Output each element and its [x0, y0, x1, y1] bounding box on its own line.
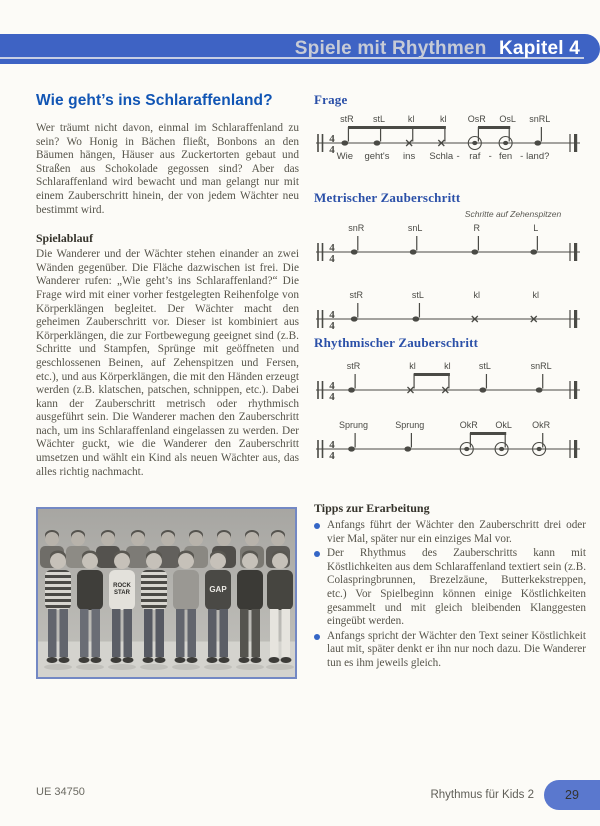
notation-area	[314, 92, 586, 461]
svg-text:L: L	[533, 223, 539, 233]
tips-item: Anfangs spricht der Wächter den Text seiner Köstlichkeit laut mit, später denkt er ihn nur noch dazu. Die Wanderer tun es ihm jeweils gleich.	[314, 630, 586, 671]
chapter-title	[295, 34, 580, 64]
svg-text:snL: snL	[407, 223, 423, 233]
svg-text:kl: kl	[473, 290, 481, 300]
svg-text:4: 4	[329, 309, 335, 321]
svg-text:OkL: OkL	[495, 420, 512, 430]
chapter-title-light: Spiele mit Rhythmen	[294, 38, 487, 59]
notation-heading: Rhythmischer Zauberschritt	[314, 335, 479, 350]
tips-list	[314, 519, 586, 671]
svg-text:stL: stL	[372, 114, 385, 124]
page-title: Wie geht’s ins Schlaraffenland?	[36, 92, 273, 109]
svg-text:OsL: OsL	[499, 114, 516, 124]
right-column	[314, 92, 586, 672]
svg-text:Wie: Wie	[336, 151, 354, 162]
svg-text:4: 4	[329, 391, 335, 402]
svg-text:R: R	[473, 223, 481, 233]
svg-text:snR: snR	[348, 223, 365, 233]
svg-text:4: 4	[329, 450, 335, 461]
rhythm-staff	[314, 108, 582, 166]
spielablauf-paragraph: Die Wanderer und der Wächter stehen einander an zwei Wänden gegenüber. Die Fläche dazwischen ist frei. Die Wanderer rufen: „Wie geht’s ins Schlaraffenland?“ Die Frage wird mit einer vorher festgelegten Reihenfolge von Körperklängen begleitet. Der Wächter macht den geheimen Zauberschritt vor. Dieser ist kombiniert aus Körperklängen, die zur Fortbewegung geeignet sind (z.B. Schritte und Stampfen, Sprünge mit geöffneten und geschlossenen Beinen, auf Zehenspitzen und Fersen, etc.), und aus Körperklängen, die mit den Händen erzeugt werden (z.B. klatschen, patschen, schnippen, etc.). Dabei kann der Zauberschritt metrisch oder rhythmisch ausgeführt sein. Die Wanderer machen den Zauberschritt nach, um ins Schlaraffenland eingelassen zu werden. Der Wächter guckt, wie die Wanderer den Zauberschritt umsetzen und wählt ein Kind als neuen Wächter aus, das alles richtig nachmacht.	[36, 248, 299, 478]
svg-text:ROCK: ROCK	[113, 583, 131, 590]
svg-text:stR: stR	[349, 290, 363, 300]
svg-text:ins: ins	[403, 151, 416, 162]
notation-heading: Metrischer Zauberschritt	[314, 190, 461, 205]
svg-text:4: 4	[329, 320, 335, 331]
svg-text:stL: stL	[478, 361, 491, 371]
svg-text:4: 4	[329, 439, 335, 451]
book-title: Rhythmus für Kids 2	[430, 789, 534, 801]
notation-heading: Frage	[314, 92, 348, 107]
svg-text:kl: kl	[440, 114, 447, 124]
svg-text:land?: land?	[526, 151, 550, 162]
svg-text:4: 4	[329, 253, 335, 264]
spielablauf-heading: Spielablauf	[36, 231, 94, 246]
tips-item: Anfangs führt der Wächter den Zauberschritt drei oder vier Mal, später nur ein einziges Mal vor.	[314, 519, 586, 546]
svg-text:4: 4	[329, 133, 335, 145]
svg-text:Sprung: Sprung	[395, 420, 425, 430]
svg-text:-: -	[488, 151, 492, 162]
rhythm-staff	[314, 414, 582, 461]
svg-text:kl: kl	[532, 290, 540, 300]
svg-text:stR: stR	[346, 361, 361, 371]
svg-text:4: 4	[329, 380, 335, 392]
page-number-badge	[544, 780, 600, 810]
svg-text:OsR: OsR	[467, 114, 486, 124]
svg-text:Sprung: Sprung	[339, 420, 369, 430]
rhythm-staff	[314, 355, 582, 402]
catalog-number: UE 34750	[36, 786, 85, 798]
svg-text:-: -	[520, 151, 524, 162]
group-photo	[36, 507, 297, 679]
page-number: 29	[565, 788, 579, 802]
svg-text:fen: fen	[499, 151, 513, 162]
tips-item: Der Rhythmus des Zauberschritts kann mit Köstlichkeiten aus dem Schlaraffenland textiert sein (z.B. Colaspringbrunnen, Brezelzäune, Butterkekstreppen, etc.) Vor Spielbeginn können einige Köstlichkeiten gesammelt und mit gleich bleibenden Klanggesten eingeübt werden.	[314, 547, 586, 629]
svg-text:stR: stR	[340, 114, 354, 124]
svg-text:raf: raf	[469, 151, 481, 162]
svg-text:kl: kl	[409, 361, 416, 371]
svg-text:Schritte auf Zehenspitzen: Schritte auf Zehenspitzen	[464, 209, 562, 219]
svg-text:4: 4	[329, 242, 335, 254]
tips-heading: Tipps zur Erarbeitung	[314, 501, 430, 515]
svg-text:Schla: Schla	[429, 151, 454, 162]
chapter-header-band	[0, 34, 600, 64]
svg-text:OkR: OkR	[459, 420, 478, 430]
left-column	[36, 92, 299, 684]
svg-text:STAR: STAR	[114, 590, 130, 597]
svg-text:kl: kl	[407, 114, 415, 124]
svg-text:GAP: GAP	[209, 585, 227, 595]
svg-text:-: -	[456, 151, 460, 162]
intro-paragraph: Wer träumt nicht davon, einmal im Schlaraffenland zu sein? Wo Honig in Bächen fließt, Bonbons an den Bäumen hängen, Häuser aus Zuckertorten gebaut und Straßen aus Schokolade gegossen sind? Aber das Schlaraffenland wird bewacht und man gelangt nur mit einem Zauberschritt hinein, der von jedem Wächter neu bestimmt wird.	[36, 122, 299, 216]
svg-text:stL: stL	[411, 290, 424, 300]
svg-text:OkR: OkR	[532, 420, 551, 430]
rhythm-staff	[314, 284, 582, 331]
chapter-title-strong: Kapitel 4	[499, 38, 580, 59]
svg-text:4: 4	[329, 144, 335, 156]
svg-text:geht's: geht's	[364, 151, 390, 162]
rhythm-staff	[314, 208, 582, 264]
svg-text:kl: kl	[444, 361, 451, 371]
svg-text:snRL: snRL	[529, 114, 551, 124]
svg-text:snRL: snRL	[530, 361, 552, 371]
